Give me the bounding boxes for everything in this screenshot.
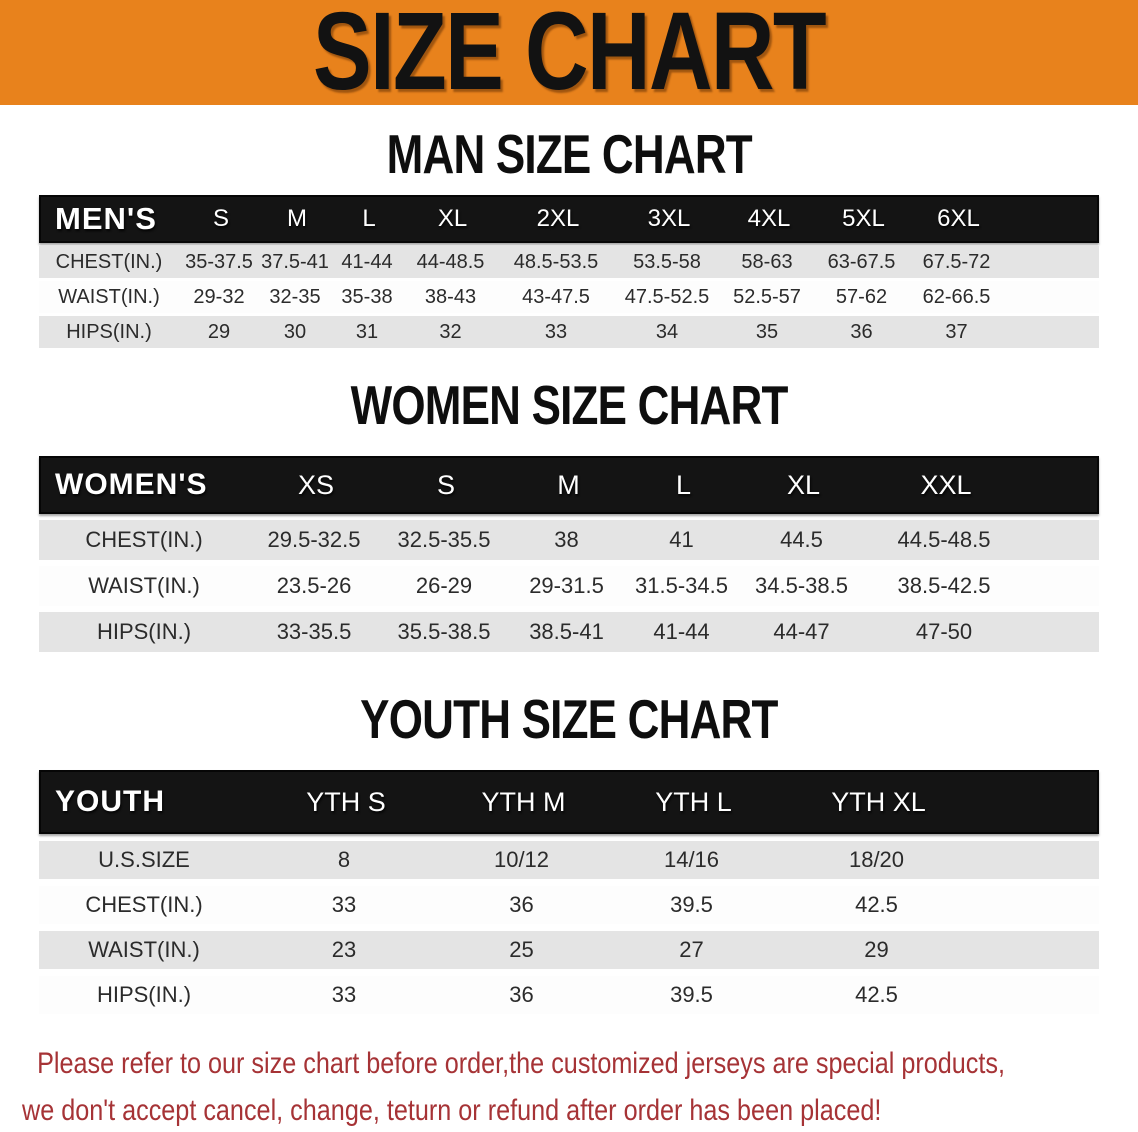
table-header-row	[39, 770, 1099, 834]
row-filler-cell	[1004, 281, 1099, 313]
value-cell: 36	[509, 982, 534, 1007]
size-header-cell: XXL	[920, 469, 972, 500]
table-title-cell: YOUTH	[55, 785, 165, 818]
size-header-cell: M	[557, 469, 580, 500]
size-header-cell: XL	[786, 469, 821, 500]
value-cell: 35-38	[341, 285, 393, 308]
value-cell: 39.5	[670, 892, 713, 917]
value-cell: 36	[509, 892, 534, 917]
row-label-cell: HIPS(IN.)	[96, 982, 192, 1007]
value-cell: 47.5-52.5	[624, 285, 710, 308]
banner	[0, 0, 1138, 105]
size-header-cell: 4XL	[747, 205, 791, 232]
table-data-row	[39, 520, 1099, 560]
value-cell: 33	[331, 892, 357, 917]
row-filler-cell	[1024, 566, 1099, 606]
row-label-cell: CHEST(IN.)	[85, 527, 203, 552]
table-data-row	[39, 316, 1099, 348]
size-header-cell: XL	[437, 205, 468, 232]
value-cell: 14/16	[663, 847, 720, 872]
table-header-row	[39, 456, 1099, 514]
row-label-cell: HIPS(IN.)	[96, 619, 192, 644]
value-cell: 63-67.5	[827, 250, 896, 273]
value-cell: 33	[544, 320, 568, 343]
women-size-table	[39, 456, 1099, 652]
value-cell: 32	[439, 320, 462, 343]
size-header-cell: L	[675, 469, 692, 500]
value-cell: 37	[945, 320, 968, 343]
value-cell: 47-50	[915, 619, 973, 644]
table-title-cell: WOMEN'S	[55, 468, 208, 501]
row-filler-cell	[974, 976, 1099, 1014]
row-label-cell: CHEST(IN.)	[55, 250, 163, 273]
value-cell: 62-66.5	[922, 285, 991, 308]
size-header-cell: 2XL	[536, 205, 580, 232]
size-header-cell: YTH M	[481, 786, 566, 817]
value-cell: 38.5-42.5	[897, 573, 991, 598]
value-cell: 30	[283, 320, 307, 343]
value-cell: 44.5-48.5	[897, 527, 991, 552]
size-header-cell: YTH L	[655, 786, 732, 817]
value-cell: 44-47	[773, 619, 830, 644]
header-filler-cell	[976, 772, 1097, 832]
size-header-cell: M	[287, 205, 307, 232]
table-data-row	[39, 931, 1099, 969]
row-filler-cell	[1004, 316, 1099, 348]
row-label-cell: WAIST(IN.)	[88, 937, 200, 962]
section-heading-youth	[0, 690, 1138, 748]
table-data-row	[39, 976, 1099, 1014]
table-data-row	[39, 566, 1099, 606]
section-youth	[0, 690, 1138, 1014]
value-cell: 41-44	[341, 250, 393, 273]
value-cell: 44-48.5	[416, 250, 485, 273]
size-header-cell: S	[212, 205, 229, 232]
value-cell: 33	[331, 982, 357, 1007]
disclaimer-line-2: we don't accept cancel, change, teturn or refund after order has been placed!	[22, 1094, 882, 1127]
value-cell: 33-35.5	[276, 619, 352, 644]
header-filler-cell	[1026, 458, 1097, 512]
row-filler-cell	[1024, 520, 1099, 560]
size-header-cell: S	[436, 469, 455, 500]
row-filler-cell	[1004, 246, 1099, 278]
value-cell: 34	[655, 320, 679, 343]
row-filler-cell	[974, 886, 1099, 924]
size-header-cell: 3XL	[647, 205, 691, 232]
size-header-cell: 6XL	[937, 205, 980, 232]
value-cell: 34.5-38.5	[755, 573, 848, 598]
size-header-cell: XS	[297, 469, 335, 500]
value-cell: 23.5-26	[276, 573, 352, 598]
size-header-cell: YTH XL	[831, 786, 926, 817]
value-cell: 10/12	[493, 847, 550, 872]
value-cell: 43-47.5	[522, 285, 590, 308]
row-label-cell: HIPS(IN.)	[66, 320, 152, 343]
value-cell: 36	[850, 320, 873, 343]
size-header-cell: L	[362, 205, 376, 232]
table-data-row	[39, 841, 1099, 879]
value-cell: 41	[669, 527, 694, 552]
value-cell: 67.5-72	[922, 250, 991, 273]
value-cell: 26-29	[415, 573, 473, 598]
value-cell: 31	[355, 320, 379, 343]
table-header-row	[39, 195, 1099, 243]
size-header-cell: 5XL	[842, 205, 885, 232]
value-cell: 42.5	[855, 892, 898, 917]
value-cell: 44.5	[780, 527, 823, 552]
banner-title: SIZE CHART	[313, 0, 825, 105]
value-cell: 35.5-38.5	[397, 619, 491, 644]
row-filler-cell	[974, 931, 1099, 969]
value-cell: 52.5-57	[733, 285, 801, 308]
value-cell: 57-62	[835, 285, 888, 308]
row-label-cell: WAIST(IN.)	[58, 285, 160, 308]
row-filler-cell	[974, 841, 1099, 879]
value-cell: 29-32	[193, 285, 245, 308]
value-cell: 39.5	[670, 982, 713, 1007]
disclaimer-line-1: Please refer to our size chart before order,the customized jerseys are special products,	[37, 1047, 1005, 1080]
section-heading-women	[0, 376, 1138, 434]
section-heading-women-text: WOMEN SIZE CHART	[350, 374, 788, 436]
value-cell: 27	[679, 937, 704, 962]
section-women	[0, 376, 1138, 652]
value-cell: 29	[864, 937, 889, 962]
value-cell: 38-43	[424, 285, 477, 308]
section-heading-youth-text: YOUTH SIZE CHART	[360, 688, 778, 750]
value-cell: 35-37.5	[185, 250, 253, 273]
value-cell: 29.5-32.5	[267, 527, 361, 552]
value-cell: 35	[755, 320, 779, 343]
value-cell: 18/20	[848, 847, 905, 872]
value-cell: 32.5-35.5	[397, 527, 491, 552]
value-cell: 23	[331, 937, 357, 962]
disclaimer	[22, 1040, 1138, 1132]
value-cell: 8	[337, 847, 351, 872]
value-cell: 48.5-53.5	[513, 250, 599, 273]
size-header-cell: YTH S	[306, 786, 386, 817]
header-filler-cell	[1006, 197, 1097, 241]
table-title-cell: MEN'S	[55, 201, 157, 236]
youth-size-table	[39, 770, 1099, 1014]
table-data-row	[39, 281, 1099, 313]
value-cell: 29	[207, 320, 231, 343]
value-cell: 38	[554, 527, 579, 552]
row-label-cell: WAIST(IN.)	[88, 573, 200, 598]
value-cell: 38.5-41	[529, 619, 604, 644]
value-cell: 29-31.5	[529, 573, 604, 598]
section-men	[0, 125, 1138, 348]
section-heading-men-text: MAN SIZE CHART	[386, 123, 752, 185]
table-data-row	[39, 612, 1099, 652]
value-cell: 42.5	[855, 982, 898, 1007]
value-cell: 25	[509, 937, 534, 962]
value-cell: 58-63	[741, 250, 793, 273]
value-cell: 32-35	[269, 285, 321, 308]
value-cell: 41-44	[653, 619, 710, 644]
section-heading-men	[0, 125, 1138, 183]
value-cell: 31.5-34.5	[635, 573, 728, 598]
row-filler-cell	[1024, 612, 1099, 652]
row-label-cell: U.S.SIZE	[98, 847, 190, 872]
value-cell: 53.5-58	[633, 250, 701, 273]
table-data-row	[39, 246, 1099, 278]
value-cell: 37.5-41	[261, 250, 329, 273]
row-label-cell: CHEST(IN.)	[85, 892, 203, 917]
men-size-table	[39, 195, 1099, 348]
table-data-row	[39, 886, 1099, 924]
